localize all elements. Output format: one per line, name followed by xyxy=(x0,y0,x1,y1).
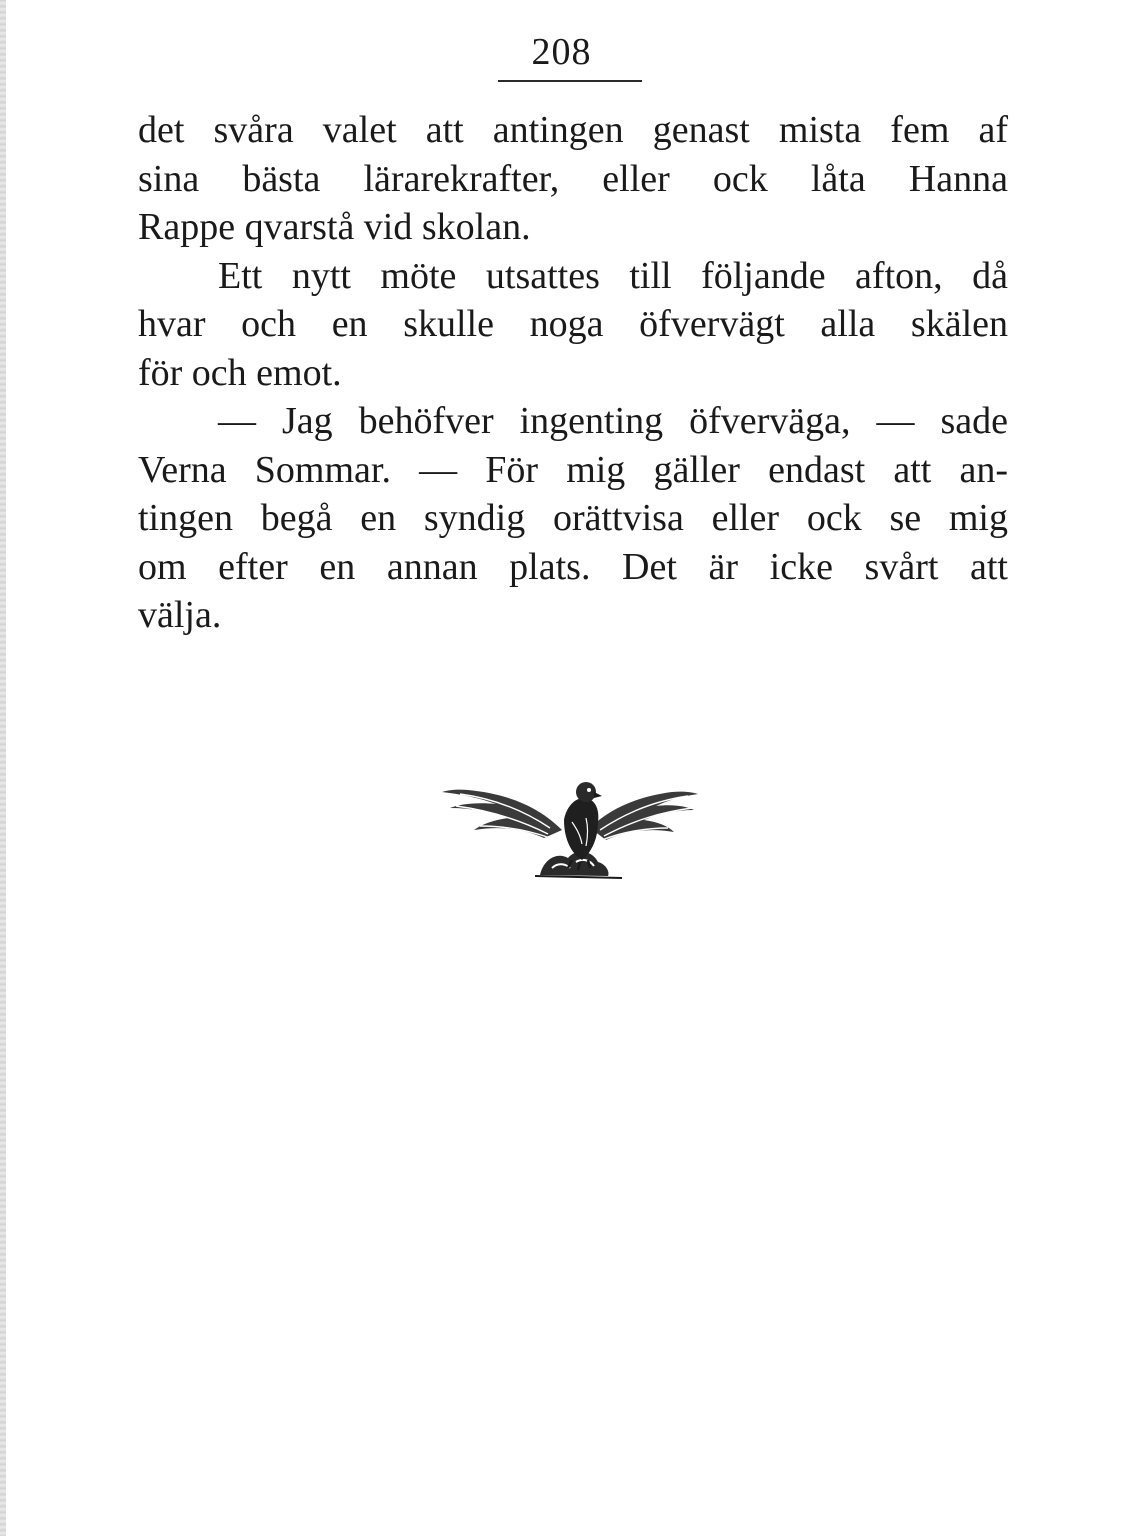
text-line: Verna Sommar. — För mig gäller endast att an- xyxy=(138,448,1008,491)
page-number: 208 xyxy=(531,31,592,73)
body-text xyxy=(138,106,1008,640)
text-line: om efter en annan plats. Det är icke svårt att xyxy=(138,545,1008,588)
text-line: välja. xyxy=(138,594,222,636)
text-line: för och emot. xyxy=(138,351,342,394)
page-edge xyxy=(0,0,6,1536)
text-line: tingen begå en syndig orättvisa eller ock se mig xyxy=(138,497,1008,539)
page-number-rule xyxy=(498,80,642,82)
text-line: Rappe qvarstå vid skolan. xyxy=(138,206,531,248)
text-line: — Jag behöfver ingenting öfverväga, — sade xyxy=(218,400,1008,442)
text-line: hvar och en skulle noga öfvervägt alla skälen xyxy=(138,303,1008,345)
text-line: Ett nytt möte utsattes till följande afton, då xyxy=(218,254,1008,297)
text-line: det svåra valet att antingen genast mista fem af xyxy=(138,109,1008,151)
eagle-vignette-icon xyxy=(440,768,700,886)
text-line: sina bästa lärarekrafter, eller ock låta Hanna xyxy=(138,157,1008,200)
